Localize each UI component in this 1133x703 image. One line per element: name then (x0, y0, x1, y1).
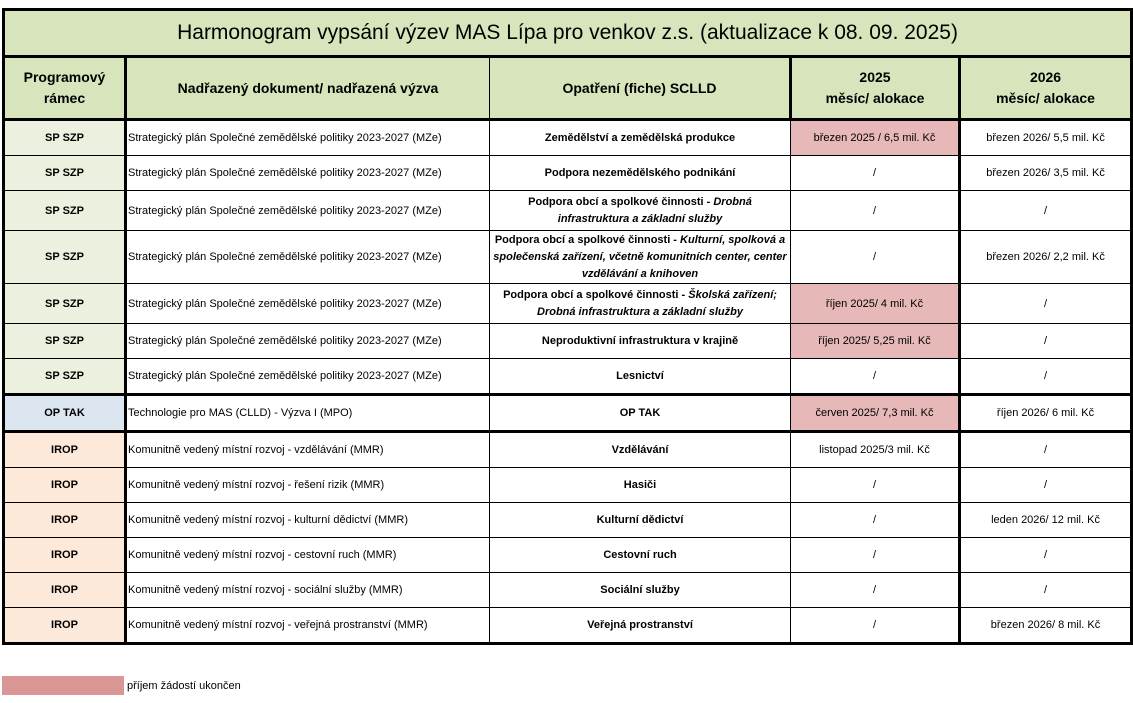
measure-name: Kulturní dědictví (596, 513, 684, 526)
legend-swatch-closed (2, 676, 124, 695)
document-cell: Komunitně vedený místní rozvoj - řešení rizik (MMR) (126, 468, 490, 503)
measure-cell (490, 573, 791, 608)
allocation-2026-cell: / (960, 324, 1132, 359)
framework-cell: IROP (4, 573, 126, 608)
framework-cell: SP SZP (4, 120, 126, 156)
framework-cell: SP SZP (4, 324, 126, 359)
allocation-2025-cell: / (791, 191, 960, 231)
framework-cell: SP SZP (4, 156, 126, 191)
table-row (4, 432, 1132, 468)
header-2026-year: 2026 (1029, 69, 1062, 85)
table-row (4, 608, 1132, 644)
framework-cell: SP SZP (4, 284, 126, 324)
header-2026 (960, 57, 1132, 120)
measure-name: Podpora obcí a spolkové činnosti - (503, 288, 689, 301)
document-cell: Technologie pro MAS (CLLD) - Výzva I (MPO) (126, 395, 490, 432)
allocation-2025-cell: / (791, 156, 960, 191)
measure-detail: Drobná infrastruktura a základní služby (557, 195, 752, 225)
measure-name: Podpora obcí a spolkové činnosti - (528, 195, 714, 208)
table-row (4, 538, 1132, 573)
table-row (4, 284, 1132, 324)
document-cell: Strategický plán Společné zemědělské politiky 2023-2027 (MZe) (126, 191, 490, 231)
measure-cell (490, 191, 791, 231)
allocation-2026-cell: březen 2026/ 5,5 mil. Kč (960, 120, 1132, 156)
table-row (4, 395, 1132, 432)
document-cell: Strategický plán Společné zemědělské politiky 2023-2027 (MZe) (126, 324, 490, 359)
header-row (4, 57, 1132, 120)
header-2025-sub: měsíc/ alokace (825, 90, 925, 106)
document-cell: Strategický plán Společné zemědělské politiky 2023-2027 (MZe) (126, 120, 490, 156)
header-2025 (791, 57, 960, 120)
table-row (4, 503, 1132, 538)
table-body (4, 120, 1132, 644)
allocation-2025-cell: / (791, 573, 960, 608)
framework-cell: IROP (4, 538, 126, 573)
allocation-2025-cell: říjen 2025/ 5,25 mil. Kč (791, 324, 960, 359)
framework-cell: IROP (4, 432, 126, 468)
table-row (4, 359, 1132, 395)
measure-cell (490, 120, 791, 156)
document-cell: Komunitně vedený místní rozvoj - cestovní ruch (MMR) (126, 538, 490, 573)
document-cell: Komunitně vedený místní rozvoj - kulturní dědictví (MMR) (126, 503, 490, 538)
allocation-2026-cell: / (960, 284, 1132, 324)
allocation-2025-cell: listopad 2025/3 mil. Kč (791, 432, 960, 468)
allocation-2026-cell: březen 2026/ 2,2 mil. Kč (960, 231, 1132, 284)
header-framework: Programový rámec (4, 57, 126, 120)
document-cell: Strategický plán Společné zemědělské politiky 2023-2027 (MZe) (126, 231, 490, 284)
document-cell: Strategický plán Společné zemědělské politiky 2023-2027 (MZe) (126, 359, 490, 395)
allocation-2026-cell: / (960, 468, 1132, 503)
measure-cell (490, 284, 791, 324)
document-cell: Strategický plán Společné zemědělské politiky 2023-2027 (MZe) (126, 156, 490, 191)
allocation-2026-cell: březen 2026/ 8 mil. Kč (960, 608, 1132, 644)
framework-cell: IROP (4, 608, 126, 644)
measure-detail: Kulturní, spolková a společenská zařízení, včetně komunitních center, center vzdělávání a knihoven (493, 233, 787, 280)
document-cell: Komunitně vedený místní rozvoj - veřejná prostranství (MMR) (126, 608, 490, 644)
allocation-2025-cell: / (791, 468, 960, 503)
measure-name: Podpora nezemědělského podnikání (544, 166, 736, 179)
document-cell: Strategický plán Společné zemědělské politiky 2023-2027 (MZe) (126, 284, 490, 324)
measure-cell (490, 503, 791, 538)
harmonogram-table (2, 8, 1133, 645)
framework-cell: IROP (4, 503, 126, 538)
measure-cell (490, 608, 791, 644)
measure-name: Podpora obcí a spolkové činnosti - (494, 233, 681, 246)
measure-name: OP TAK (619, 406, 661, 419)
table-title: Harmonogram vypsání výzev MAS Lípa pro venkov z.s. (aktualizace k 08. 09. 2025) (4, 10, 1132, 57)
allocation-2025-cell: / (791, 608, 960, 644)
framework-cell: IROP (4, 468, 126, 503)
table-row (4, 156, 1132, 191)
measure-cell (490, 432, 791, 468)
framework-cell: SP SZP (4, 231, 126, 284)
allocation-2026-cell: / (960, 191, 1132, 231)
measure-name: Sociální služby (600, 583, 680, 596)
allocation-2025-cell: / (791, 359, 960, 395)
header-document: Nadřazený dokument/ nadřazená výzva (126, 57, 490, 120)
table-row (4, 573, 1132, 608)
framework-cell: SP SZP (4, 359, 126, 395)
measure-cell (490, 395, 791, 432)
measure-cell (490, 156, 791, 191)
legend (2, 676, 241, 695)
header-2026-sub: měsíc/ alokace (996, 90, 1095, 106)
allocation-2025-cell: / (791, 538, 960, 573)
allocation-2025-cell: / (791, 231, 960, 284)
allocation-2025-cell: říjen 2025/ 4 mil. Kč (791, 284, 960, 324)
table-row (4, 468, 1132, 503)
allocation-2025-cell: červen 2025/ 7,3 mil. Kč (791, 395, 960, 432)
measure-cell (490, 324, 791, 359)
measure-cell (490, 538, 791, 573)
measure-name: Hasiči (623, 478, 657, 491)
measure-name: Veřejná prostranství (587, 618, 693, 631)
measure-cell (490, 359, 791, 395)
measure-name: Lesnictví (616, 369, 664, 382)
allocation-2026-cell: / (960, 432, 1132, 468)
allocation-2026-cell: / (960, 359, 1132, 395)
framework-cell: OP TAK (4, 395, 126, 432)
allocation-2026-cell: březen 2026/ 3,5 mil. Kč (960, 156, 1132, 191)
measure-detail: Školská zařízení; Drobná infrastruktura a základní služby (537, 288, 777, 318)
measure-name: Zemědělství a zemědělská produkce (544, 131, 736, 144)
table-row (4, 324, 1132, 359)
legend-label: příjem žádostí ukončen (127, 679, 241, 692)
allocation-2026-cell: říjen 2026/ 6 mil. Kč (960, 395, 1132, 432)
document-cell: Komunitně vedený místní rozvoj - vzdělávání (MMR) (126, 432, 490, 468)
table-row (4, 120, 1132, 156)
table-row (4, 231, 1132, 284)
measure-name: Neproduktivní infrastruktura v krajině (541, 334, 739, 347)
measure-name: Cestovní ruch (603, 548, 677, 561)
measure-name: Vzdělávání (611, 443, 669, 456)
measure-cell (490, 468, 791, 503)
allocation-2025-cell: březen 2025 / 6,5 mil. Kč (791, 120, 960, 156)
allocation-2025-cell: / (791, 503, 960, 538)
allocation-2026-cell: / (960, 538, 1132, 573)
table-row (4, 191, 1132, 231)
header-2025-year: 2025 (859, 69, 891, 85)
measure-cell (490, 231, 791, 284)
header-measure: Opatření (fiche) SCLLD (490, 57, 791, 120)
framework-cell: SP SZP (4, 191, 126, 231)
allocation-2026-cell: / (960, 573, 1132, 608)
allocation-2026-cell: leden 2026/ 12 mil. Kč (960, 503, 1132, 538)
document-cell: Komunitně vedený místní rozvoj - sociální služby (MMR) (126, 573, 490, 608)
